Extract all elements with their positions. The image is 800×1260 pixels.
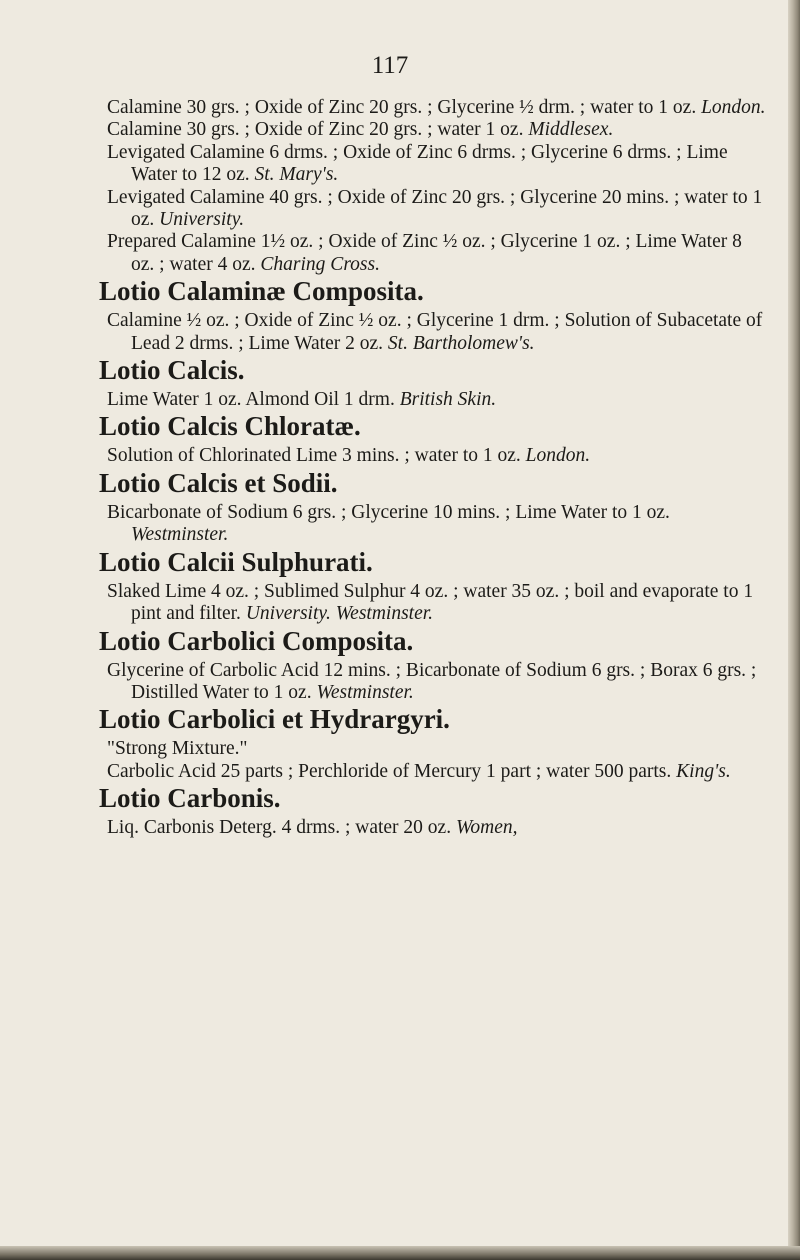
formula-entry: Levigated Calamine 6 drms. ; Oxide of Zinc 6 drms. ; Glycerine 6 drms. ; Lime Water to 12 oz. St. Mary's. (107, 141, 728, 186)
formula-entry: Calamine ½ oz. ; Oxide of Zinc ½ oz. ; Glycerine 1 drm. ; Solution of Subacetate of Lead 2 drms. ; Lime Water 2 oz. St. Bartholomew's. (107, 310, 763, 354)
section-lotio-calaminae-composita (99, 276, 767, 355)
section-title: Lotio Carbonis. (99, 783, 281, 814)
source-label: Women, (455, 817, 518, 839)
section-lotio-calcis-chloratae (99, 411, 767, 467)
formula-entry: Slaked Lime 4 oz. ; Sublimed Sulphur 4 oz. ; water 35 oz. ; boil and evaporate to 1 pint and filter. University. Westminster. (107, 580, 754, 625)
formula-entry: Levigated Calamine 40 grs. ; Oxide of Zinc 20 grs. ; Glycerine 20 mins. ; water to 1 oz. University. (107, 186, 763, 231)
intro-entries (107, 97, 767, 276)
formula-entry: Prepared Calamine 1½ oz. ; Oxide of Zinc ½ oz. ; Glycerine 1 oz. ; Lime Water 8 oz. ; water 4 oz. Charing Cross. (107, 231, 742, 275)
source-label: University. (159, 209, 245, 231)
source-label: St. Bartholomew's. (387, 332, 535, 354)
source-label: British Skin. (399, 389, 497, 411)
section-lotio-carbolici-composita (99, 625, 767, 705)
source-label: London. (525, 445, 591, 467)
formula-entry: Carbolic Acid 25 parts ; Perchloride of Mercury 1 part ; water 500 parts. King's. (107, 760, 731, 782)
section-lotio-calcii-sulphurati (99, 546, 767, 626)
section-title: Lotio Calaminæ Composita. (99, 276, 424, 307)
source-label: Charing Cross. (260, 253, 380, 275)
section-title: Lotio Calcis et Sodii. (99, 467, 338, 498)
source-label: University. Westminster. (245, 603, 434, 625)
section-title: Lotio Calcis. (99, 355, 245, 386)
source-label: Westminster. (131, 524, 229, 546)
section-lotio-carbolici-et-hydrargyri (99, 704, 767, 783)
source-label: King's. (676, 760, 731, 782)
section-lotio-calcis (99, 355, 767, 411)
formula-entry: Calamine 30 grs. ; Oxide of Zinc 20 grs. ; water 1 oz. Middlesex. (107, 119, 614, 141)
formula-entry: Solution of Chlorinated Lime 3 mins. ; water to 1 oz. London. (107, 445, 591, 467)
section-title: Lotio Carbolici Composita. (99, 625, 414, 656)
formula-entry: Glycerine of Carbolic Acid 12 mins. ; Bicarbonate of Sodium 6 grs. ; Borax 6 grs. ; Distilled Water to 1 oz. Westminster. (107, 659, 757, 703)
section-title: Lotio Carbolici et Hydrargyri. (99, 704, 450, 735)
formula-entry: Bicarbonate of Sodium 6 grs. ; Glycerine 10 mins. ; Lime Water to 1 oz. Westminster. (107, 501, 670, 546)
formula-entry: "Strong Mixture." (107, 738, 248, 760)
formula-entry: Lime Water 1 oz. Almond Oil 1 drm. British Skin. (107, 389, 497, 411)
page-edge-shadow (788, 0, 800, 1260)
source-label: London. (701, 97, 766, 118)
section-lotio-carbonis (99, 783, 767, 839)
section-lotio-calcis-et-sodii (99, 467, 767, 547)
source-label: Middlesex. (528, 119, 614, 141)
formula-entry: Calamine 30 grs. ; Oxide of Zinc 20 grs. ; Glycerine ½ drm. ; water to 1 oz. London. (107, 97, 766, 118)
page-bottom-edge (0, 1246, 800, 1260)
page-body (99, 97, 767, 840)
formula-entry: Liq. Carbonis Deterg. 4 drms. ; water 20 oz. Women, (107, 817, 518, 839)
page-number: 117 (371, 52, 409, 79)
source-label: St. Mary's. (254, 164, 339, 186)
source-label: Westminster. (316, 681, 414, 703)
section-title: Lotio Calcii Sulphurati. (99, 546, 373, 577)
section-title: Lotio Calcis Chloratæ. (99, 411, 361, 442)
